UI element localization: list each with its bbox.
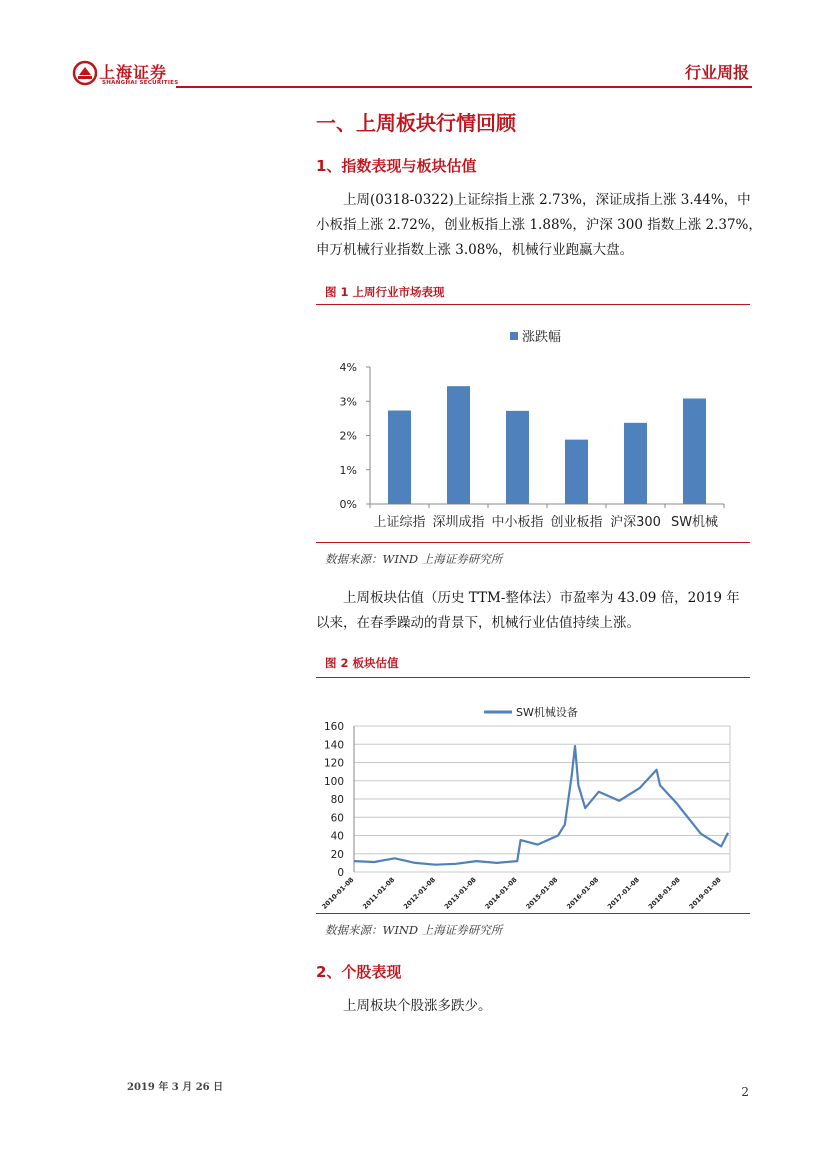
valuation-paragraph [316,586,750,636]
header-divider [176,86,752,88]
logo-name-en: SHANGHAI SECURITIES [102,80,179,86]
report-type-title: 行业周报 [684,63,749,82]
paragraph-line: 上周板块估值（历史 TTM-整体法）市盈率为 43.09 倍，2019 年 [343,590,740,606]
paragraph-line: 上周(0318-0322)上证综指上涨 2.73%，深证成指上涨 3.44%，中 [343,192,751,208]
y-tick-label: 0 [337,867,344,879]
y-tick-label: 160 [323,721,344,733]
x-tick-label: 2017-01-08 [605,875,641,911]
y-tick-label: 80 [330,794,344,806]
x-tick-label: 深圳成指 [432,515,485,530]
y-tick-label: 120 [323,757,344,770]
subsection-heading-stocks: 2、个股表现 [316,963,402,981]
x-tick-label: 2016-01-08 [565,875,601,911]
report-date: 2019 年 3 月 26 日 [127,1082,224,1093]
bar [624,423,647,504]
bar-chart-market-performance [316,306,750,542]
y-tick-label: 20 [330,848,344,861]
y-tick-label: 60 [330,812,344,825]
y-tick-label: 1% [339,463,357,477]
y-tick-label: 40 [330,830,344,843]
page-number: 2 [741,1085,749,1099]
x-tick-label: 创业板指 [550,515,603,530]
paragraph-line: 申万机械行业指数上涨 3.08%，机械行业跑赢大盘。 [316,242,634,258]
y-tick-label: 2% [339,429,357,443]
figure-1-top-rule [316,304,750,305]
company-logo [72,58,182,92]
paragraph-line: 小板指上涨 2.72%，创业板指上涨 1.88%，沪深 300 指数上涨 2.37%， [316,217,762,233]
bar [388,410,411,504]
figure-2-source: 数据来源：WIND 上海证券研究所 [325,923,503,937]
legend-label: SW机械设备 [516,706,578,719]
legend-label: 涨跌幅 [522,330,562,345]
paragraph-line: 上周板块个股涨多跌少。 [343,998,492,1014]
x-tick-label: 2013-01-08 [442,875,478,911]
x-tick-label: 2019-01-08 [687,875,723,911]
logo-emblem-icon [72,60,98,86]
x-tick-label: 沪深300 [610,515,661,530]
figure-1-source: 数据来源：WIND 上海证券研究所 [325,552,503,566]
legend-swatch [510,332,518,340]
y-tick-label: 3% [339,395,357,409]
bar [506,411,529,504]
y-tick-label: 0% [339,498,357,511]
line-chart-sector-valuation [316,693,750,911]
figure-1-title: 图 1 上周行业市场表现 [325,285,445,299]
x-tick-label: 2014-01-08 [483,875,519,911]
figure-2-title: 图 2 板块估值 [325,656,399,670]
figure-1-bottom-rule [316,542,750,543]
bar [447,386,470,504]
section-heading: 一、上周板块行情回顾 [316,111,516,135]
x-tick-label: 2010-01-08 [320,875,356,911]
figure-2-bottom-rule [316,913,750,914]
x-tick-label: 2011-01-08 [361,875,397,911]
series-line [354,746,728,865]
x-tick-label: 中小板指 [491,515,544,530]
paragraph-line: 以来，在春季躁动的背景下，机械行业估值持续上涨。 [316,615,640,631]
y-tick-label: 140 [323,739,344,752]
logo-name: 上海证券 [99,63,168,82]
y-tick-label: 4% [339,361,357,374]
x-tick-label: 上证综指 [373,515,426,530]
figure-2-top-rule [316,677,750,678]
x-tick-label: 2015-01-08 [524,875,560,911]
x-tick-label: SW机械 [670,515,719,530]
index-performance-paragraph [316,188,762,263]
x-tick-label: 2018-01-08 [646,875,682,911]
y-tick-label: 100 [323,775,344,788]
bar [683,399,706,504]
bar [565,440,588,504]
x-tick-label: 2012-01-08 [401,875,438,911]
stock-performance-paragraph [316,994,750,1019]
subsection-heading-index: 1、指数表现与板块估值 [316,157,477,175]
